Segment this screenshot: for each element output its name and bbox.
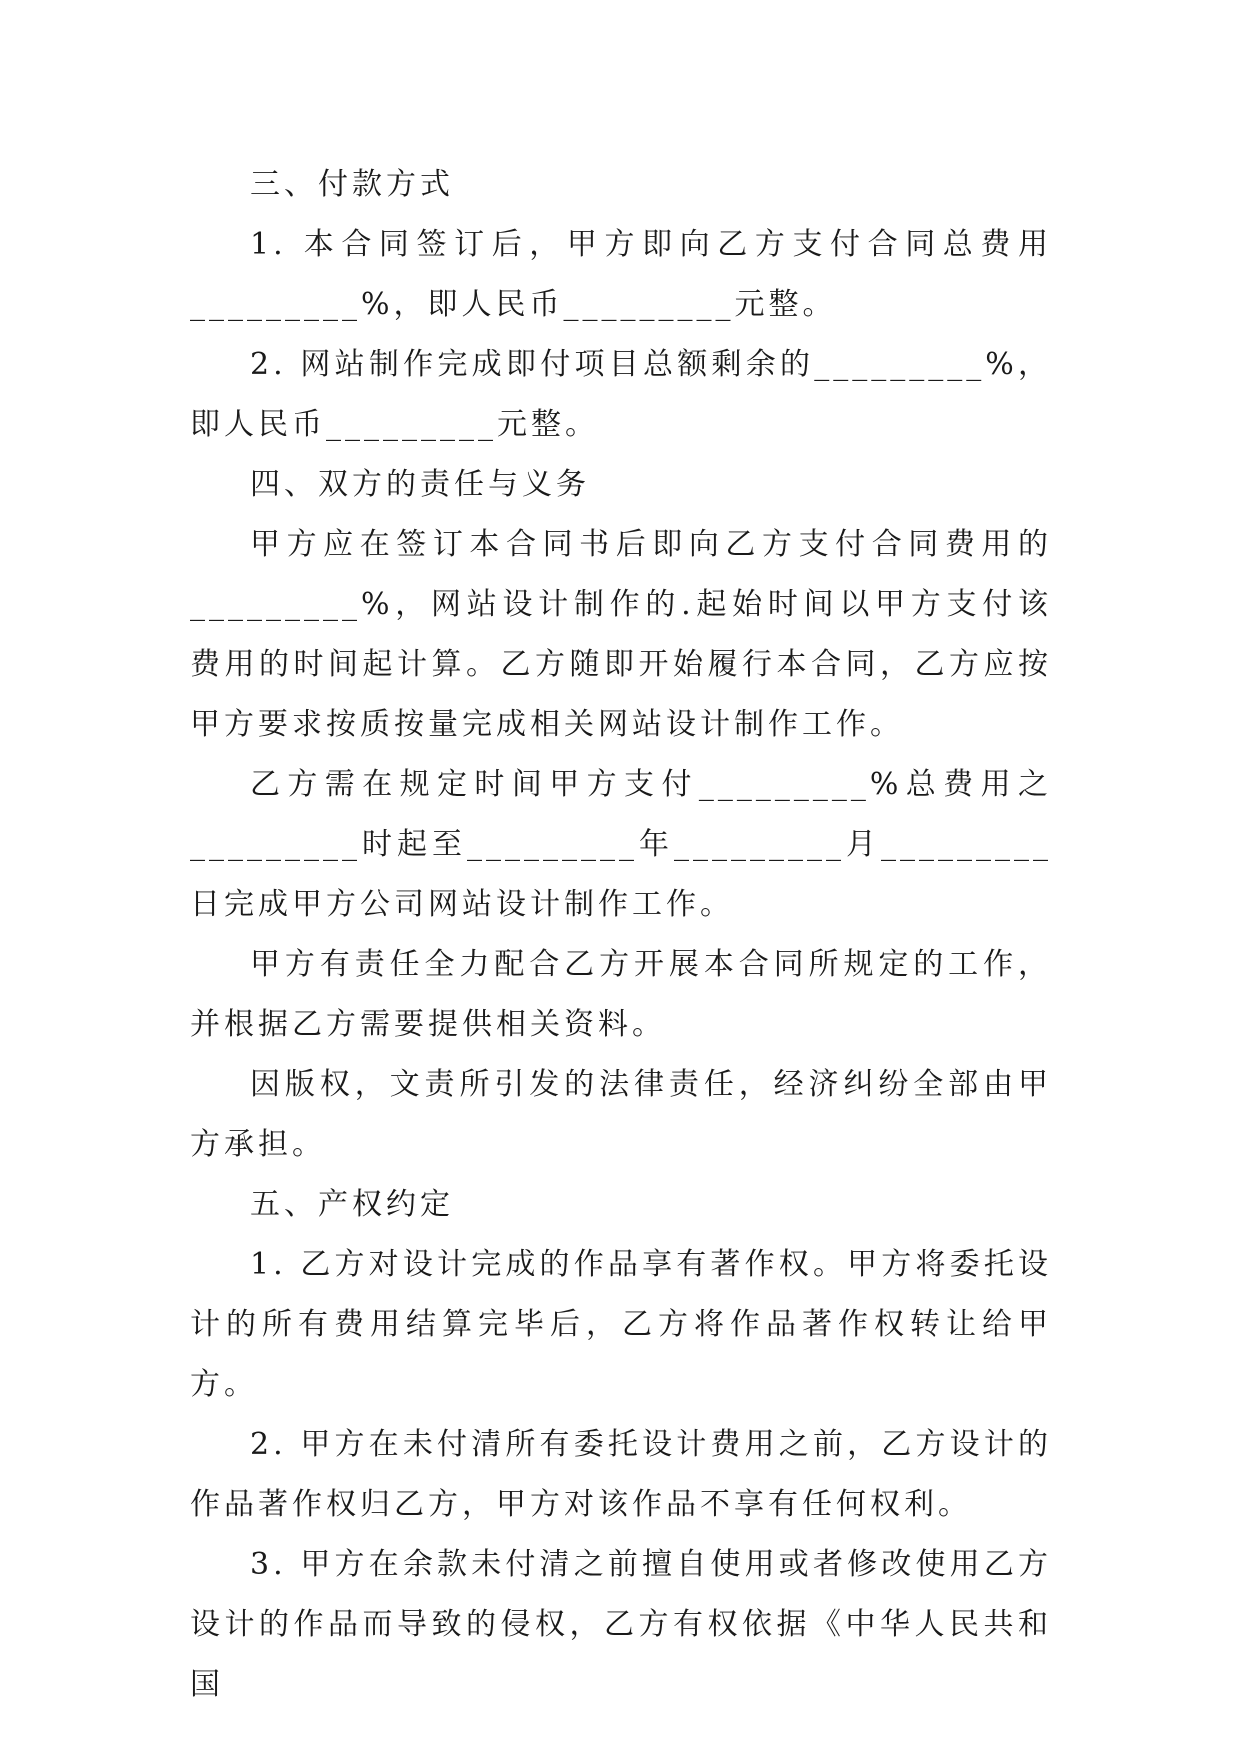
document-body [190,155,1052,1715]
section-heading-responsibilities: 四、双方的责任与义务 [250,467,590,502]
section-heading-property-rights: 五、产权约定 [250,1187,454,1222]
paragraph-payment-1: 1. 本合同签订后，甲方即向乙方支付合同总费用_________%，即人民币_________元整。 [190,227,1052,322]
paragraph-property-1: 1. 乙方对设计完成的作品享有著作权。甲方将委托设计的所有费用结算完毕后，乙方将作品著作权转让给甲方。 [190,1247,1052,1402]
paragraph-responsibility-2: 乙方需在规定时间甲方支付_________%总费用之_________时起至_________年_________月_________日完成甲方公司网站设计制作工作。 [190,767,1052,922]
section-heading-payment: 三、付款方式 [250,167,454,202]
paragraph-responsibility-4: 因版权，文责所引发的法律责任，经济纠纷全部由甲方承担。 [190,1067,1052,1162]
paragraph-payment-2: 2. 网站制作完成即付项目总额剩余的_________%，即人民币_________元整。 [190,347,1052,442]
paragraph-responsibility-3: 甲方有责任全力配合乙方开展本合同所规定的工作，并根据乙方需要提供相关资料。 [190,947,1052,1042]
paragraph-property-3: 3. 甲方在余款未付清之前擅自使用或者修改使用乙方设计的作品而导致的侵权，乙方有权依据《中华人民共和国 [190,1547,1052,1702]
paragraph-property-2: 2. 甲方在未付清所有委托设计费用之前，乙方设计的作品著作权归乙方，甲方对该作品不享有任何权利。 [190,1427,1052,1522]
paragraph-responsibility-1: 甲方应在签订本合同书后即向乙方支付合同费用的_________%，网站设计制作的.起始时间以甲方支付该费用的时间起计算。乙方随即开始履行本合同，乙方应按甲方要求按质按量完成相关网站设计制作工作。 [190,527,1052,742]
